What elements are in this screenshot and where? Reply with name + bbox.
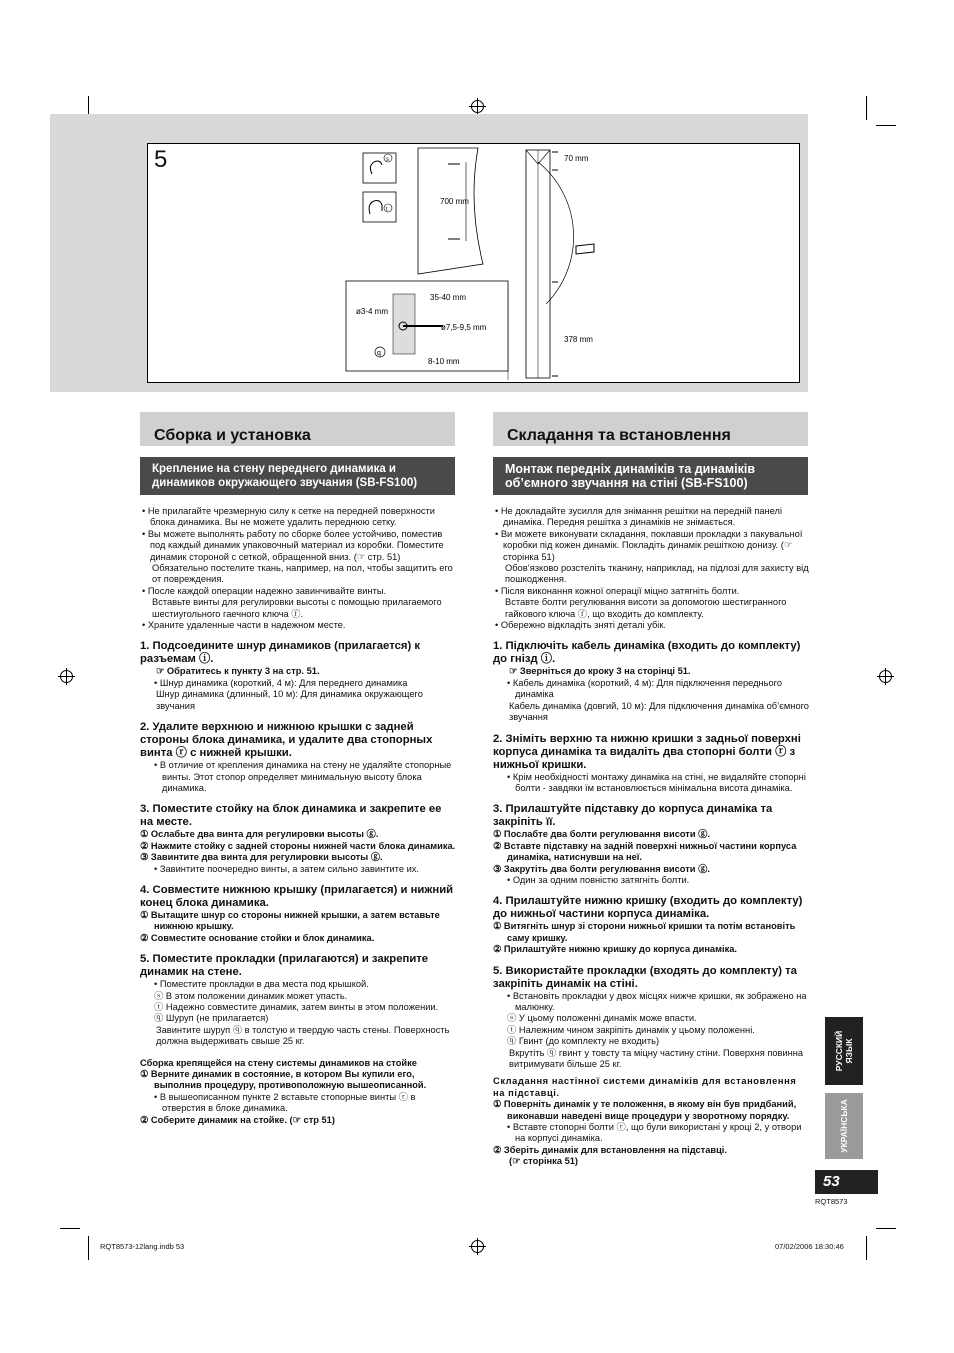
cover-piece (576, 244, 594, 254)
mark-t: t (386, 207, 388, 213)
page-number: 53 (823, 1173, 840, 1190)
ru-step-5-bullet: ⓠ Шуруп (не прилагается) (154, 1013, 269, 1024)
ru-step-5: 5. Поместите прокладки (прилагаются) и закрепите динамик на стене. (140, 953, 429, 979)
registration-mark-bottom (471, 1240, 484, 1253)
ru-note: • Не прилагайте чрезмерную силу к сетке на передней поверхности блока динамика. Вы не можете удалить переднюю сетку. (142, 506, 435, 528)
uk-step-5-bullet: ⓢ У цьому положенні динамік може впасти. (507, 1013, 697, 1024)
ru-stand-bullet: • В вышеописанном пункте 2 вставьте стопорные винты ⓡ в отверстия в блоке динамика. (154, 1091, 416, 1114)
uk-step-5-bullet: ⓠ Гвинт (до комплекту не входить) (507, 1036, 660, 1047)
ru-step-3-sub: ③ Завинтите два винта для регулировки высоты ⓖ. (140, 852, 383, 863)
ru-column (140, 506, 456, 1126)
uk-stand-heading: Складання настінної системи динаміків для встановлення на підставці. (493, 1076, 797, 1098)
ru-step-1-bullet: • Шнур динамика (короткий, 4 м): Для переднего динамика (154, 677, 408, 688)
registration-mark-right (879, 670, 892, 683)
uk-subtitle: Монтаж передніх динаміків та динаміків об’ємного звучання на стіні (SB-FS100) (493, 457, 808, 495)
uk-step-2-bullet: • Крім необхідності монтажу динаміка на стіні, не видаляйте стопорні болти - завдяки їм встановлюється мінімальна висота динаміка. (507, 771, 806, 793)
uk-note: • Не докладайте зусилля для знімання решітки на передній панелі динаміка. Передня решітка з динаміків не знімається. (495, 506, 783, 528)
uk-step-5-bullet: ⓣ Належним чином закріпіть динамік у цьому положенні. (507, 1024, 755, 1035)
figure-box (147, 143, 800, 383)
ru-step-1-ref: ☞ Обратитесь к пункту 3 на стр. 51. (156, 666, 320, 677)
ru-step-5-bullet: ⓣ Надежно совместите динамик, затем винты в этом положении. (154, 1001, 439, 1012)
dim-8-10: 8-10 mm (428, 357, 460, 366)
mark-s: s (386, 157, 389, 163)
uk-note: • Ви можете виконувати складання, поклавши прокладки з пакувальної коробки під кожен динамік. Покладіть динамік решіткою донизу. (☞ сторінка 51) (495, 528, 803, 562)
tab-russian (825, 1017, 863, 1085)
uk-step-1-bullet: • Кабель динаміка (короткий, 4 м): Для підключення переднього динаміка (507, 677, 783, 700)
step-number: 5 (154, 146, 168, 173)
ru-step-3-bullet: • Завинтите поочередно винты, а затем сильно завинтите их. (154, 863, 420, 874)
ru-step-3: 3. Поместите стойку на блок динамика и закрепите ее на месте. (140, 803, 442, 829)
uk-step-5: 5. Використайте прокладки (входять до комплекту) та закріпіть динамік на стіні. (493, 964, 797, 990)
ru-step-5-bullet: • Поместите прокладки в два места под крышкой. (154, 979, 369, 990)
uk-title: Складання та встановлення (507, 427, 731, 444)
uk-note: • Після виконання кожної операції міцно затягніть болти. (495, 585, 740, 596)
uk-note: • Обережно відкладіть зняті деталі убік. (495, 620, 666, 631)
ru-title-bar (140, 412, 455, 446)
registration-mark-left (60, 670, 73, 683)
ru-note: Вставьте винты для регулировки высоты с помощью прилагаемого шестиугольного гаечного ключа ⓕ. (152, 597, 442, 619)
uk-step-4-sub: ② Прилаштуйте нижню кришку до корпуса динаміка. (493, 944, 737, 955)
uk-step-3-sub: ① Послабте два болти регулювання висоти ⓖ. (493, 829, 711, 840)
uk-step-4-sub: ① Витягніть шнур зі сторони нижньої кришки та потім встановіть саму кришку. (493, 921, 796, 943)
ru-note: • Вы можете выполнять работу по сборке более устойчиво, поместив под каждый динамик упаковочный материал из коробки. Поместите динамик стороной с сеткой, обращенной вниз. (☞ стр. 51) (142, 528, 444, 562)
doc-code: RQT8573 (815, 1197, 848, 1206)
ru-stand-sub: ② Соберите динамик на стойке. (☞ стр 51) (140, 1114, 335, 1125)
uk-note: Обов’язково розстеліть тканину, наприклад, на підлозі для захисту від пошкодження. (505, 563, 809, 585)
icon-box-s (363, 153, 396, 183)
installation-diagram (148, 144, 798, 381)
hook-icon-t (369, 201, 382, 215)
ru-step-3-sub: ② Нажмите стойку с задней стороны нижней части блока динамика. (140, 840, 456, 851)
ru-note: • Храните удаленные части в надежном месте. (142, 620, 346, 631)
tab-ukrainian (825, 1093, 863, 1159)
uk-step-1-ref: ☞ Зверніться до кроку 3 на сторінці 51. (509, 666, 691, 677)
dim-35-40: 35-40 mm (430, 293, 467, 302)
tab-ukrainian-label: УКРАЇНСЬКА (839, 1099, 849, 1153)
uk-step-1: 1. Підключіть кабель динаміка (входить до комплекту) до гнізд ⓘ. (493, 640, 801, 666)
ru-title: Сборка и установка (154, 427, 311, 444)
wall-panel (418, 148, 483, 274)
ru-subtitle: Крепление на стену переднего динамика и динамиков окружающего звучания (SB-FS100) (140, 457, 455, 495)
footer-date: 07/02/2006 18:30:46 (775, 1242, 844, 1251)
registration-mark-top (471, 100, 484, 113)
footer-file: RQT8573-12lang.indb 53 (100, 1242, 185, 1251)
uk-step-1-bullet: Кабель динаміка (довгий, 10 м): Для підключення динаміка об’ємного звучання (509, 700, 809, 723)
uk-step-5-bullet: Вкрутіть ⓠ гвинт у товсту та міцну частину стіни. Поверхня повинна витримувати більше 25 кг. (509, 1047, 804, 1069)
ru-note: • После каждой операции надежно завинчивайте винты. (142, 585, 387, 596)
dim-d7.5-9.5: ø7,5-9,5 mm (441, 323, 487, 332)
tab-russian-label: РУССКИЙ ЯЗЫК (834, 1030, 854, 1072)
ru-step-5-bullet: ⓢ В этом положении динамик может упасть. (154, 990, 348, 1001)
ru-step-4: 4. Совместите нижнюю крышку (прилагается) и нижний конец блока динамика. (140, 883, 454, 909)
uk-step-5-bullet: • Встановіть прокладки у двох місцях нижче кришки, як зображено на малюнку. (507, 990, 807, 1012)
ru-step-4-sub: ① Вытащите шнур со стороны нижней крышки, а затем вставьте нижнюю крышку. (140, 909, 440, 932)
ru-step-2: 2. Удалите верхнюю и нижнюю крышки с задней стороны блока динамика, и удалите два стопорных винта ⓡ с нижней крышки. (140, 721, 433, 760)
ru-step-4-sub: ② Совместите основание стойки и блок динамика. (140, 932, 375, 943)
hook-icon-s (370, 161, 382, 174)
uk-step-4: 4. Прилаштуйте нижню кришку (входить до комплекту) до нижньої частини корпуса динаміка. (493, 895, 803, 921)
uk-column (493, 506, 809, 1168)
uk-stand-ref: (☞ сторінка 51) (509, 1156, 579, 1167)
uk-stand-sub: ② Зберіть динамік для встановлення на підставці. (493, 1144, 727, 1155)
dim-70: 70 mm (564, 154, 589, 163)
ru-stand-heading: Сборка крепящейся на стену системы динамиков на стойке (140, 1057, 417, 1068)
uk-step-3: 3. Прилаштуйте підставку до корпуса динаміка та закріпіть її. (493, 803, 773, 829)
uk-step-3-sub: ③ Закрутіть два болти регулювання висоти ⓖ. (493, 863, 710, 874)
uk-title-bar (493, 412, 808, 446)
dim-d3-4: ø3-4 mm (356, 307, 388, 316)
ru-note: Обязательно постелите ткань, например, на пол, чтобы защитить его от повреждения. (152, 563, 453, 585)
uk-step-3-sub: ② Вставте підставку на задній поверхні нижньої частини корпуса динаміка, натиснувши на неї. (493, 840, 797, 863)
page-number-box (815, 1170, 878, 1194)
ru-step-3-sub: ① Ослабьте два винта для регулировки высоты ⓖ. (140, 829, 379, 840)
ru-stand-sub: ① Верните динамик в состояние, в котором Вы купили его, выполнив процедуру, противоположную вышеописанной. (140, 1069, 427, 1091)
mark-q: q (377, 350, 381, 357)
uk-step-3-bullet: • Один за одним повністю затягніть болти. (507, 874, 690, 885)
uk-step-2: 2. Зніміть верхню та нижню кришки з задньої поверхні корпуса динаміка та видаліть два стопорні болти ⓡ з нижньої кришки. (493, 732, 801, 771)
uk-note: Вставте болти регулювання висоти за допомогою шестигранного гайкового ключа ⓕ, що входить до комплекту. (505, 597, 787, 619)
icon-box-t (363, 192, 396, 222)
ru-step-1: 1. Подсоедините шнур динамиков (прилагается) к разъемам ⓘ. (140, 640, 421, 666)
dim-700: 700 mm (440, 197, 469, 206)
uk-stand-bullet: • Вставте стопорні болти ⓡ, що були використані у кроці 2, у отвори на корпусі динаміка. (507, 1122, 802, 1144)
ru-step-2-bullet: • В отличие от крепления динамика на стену не удаляйте стопорные винты. Этот стопор определяет минимальную высоту блока динамика. (154, 760, 452, 793)
dim-378: 378 mm (564, 335, 593, 344)
ru-step-5-bullet: Завинтите шуруп ⓠ в толстую и твердую часть стены. Поверхность должна выдерживать свыше 25 кг. (156, 1024, 450, 1047)
uk-stand-sub: ① Поверніть динамік у те положення, в якому він був придбаний, виконавши наведені вище процедури у зворотному порядку. (493, 1099, 797, 1121)
ru-step-1-bullet: Шнур динамика (длинный, 10 м): Для динамика окружающего звучания (156, 689, 423, 711)
